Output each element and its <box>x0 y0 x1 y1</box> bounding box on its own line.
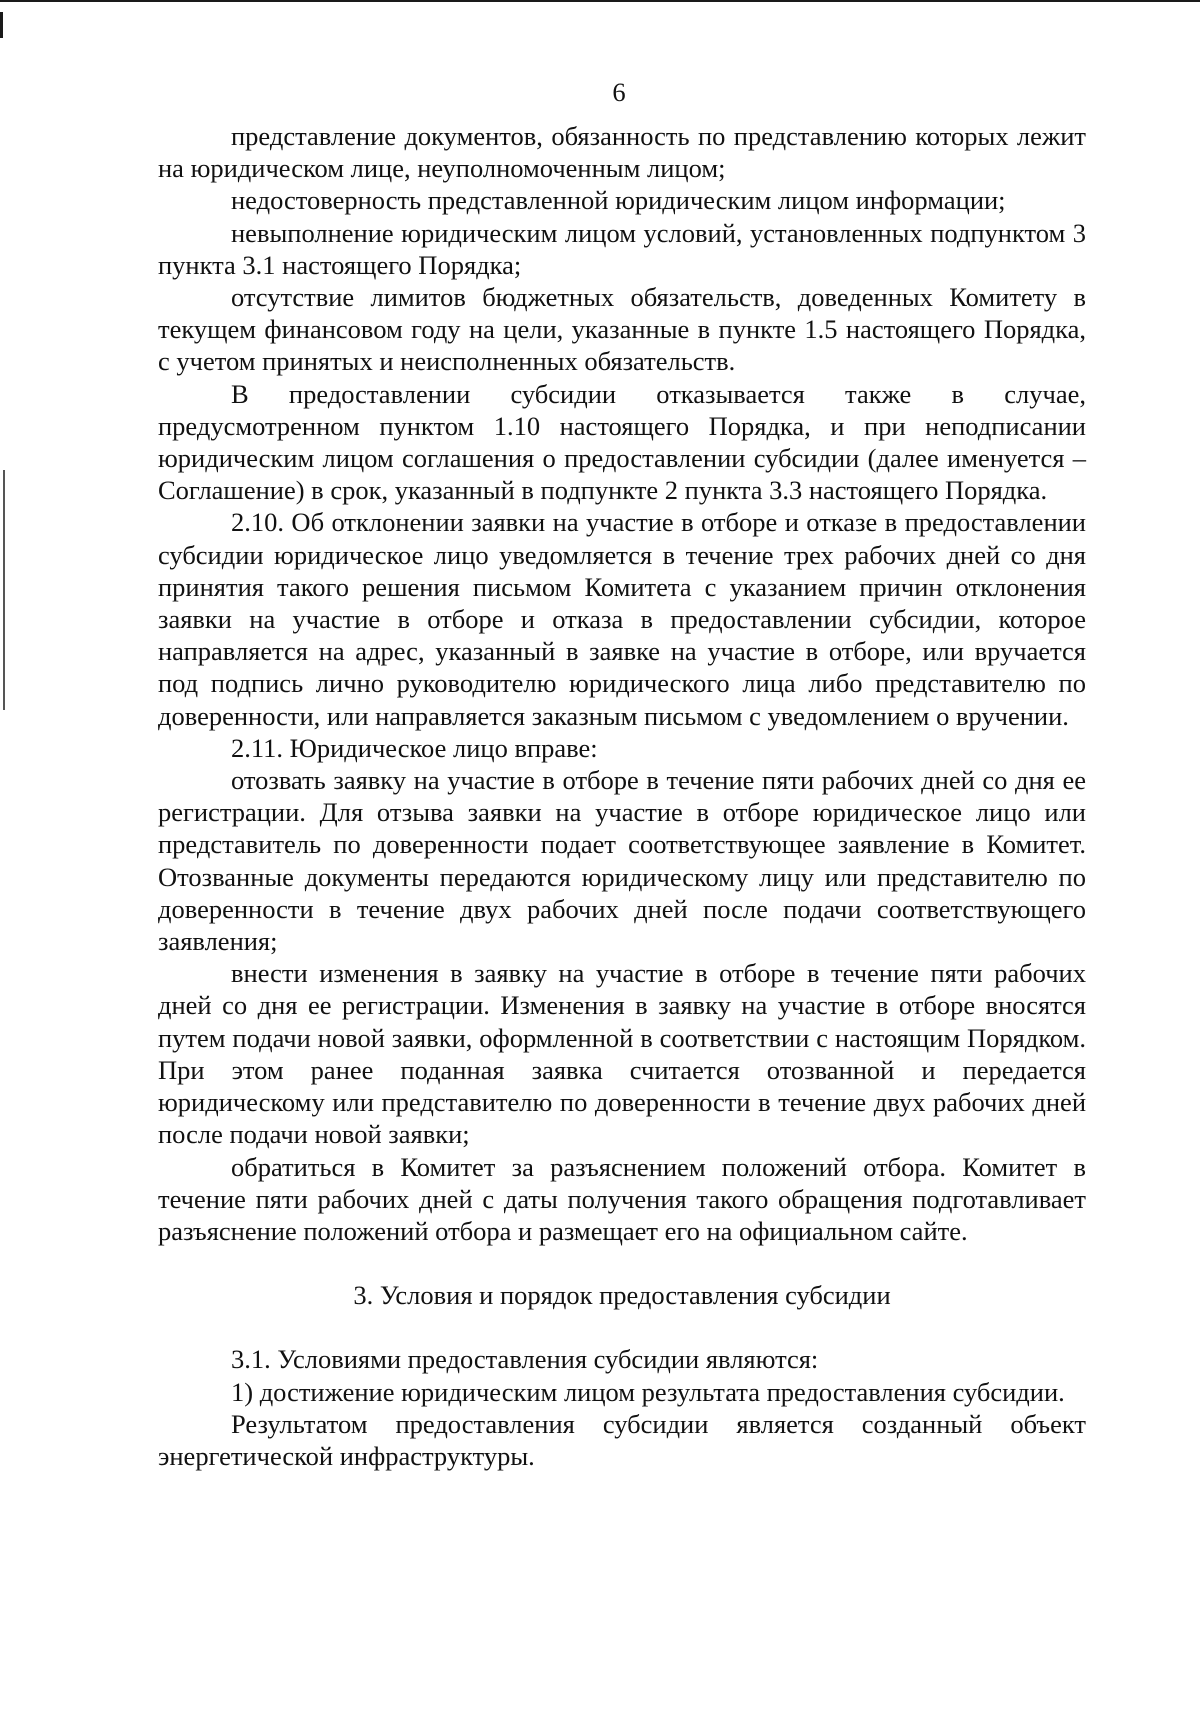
paragraphs-after-heading <box>158 1343 1086 1472</box>
paragraph: отозвать заявку на участие в отборе в течение пяти рабочих дней со дня ее регистрации. Для отзыва заявки на участие в отборе юридическое лицо или представитель по доверенности подает соответствующее заявление в Комитет. Отозванные документы передаются юридическому лицу или представителю по доверенности в течение двух рабочих дней после подачи соответствующего заявления; <box>158 765 1086 957</box>
paragraph-2-11: 2.11. Юридическое лицо вправе: <box>231 732 598 763</box>
paragraph: обратиться в Комитет за разъяснением положений отбора. Комитет в течение пяти рабочих дней с даты получения такого обращения подготавливает разъяснение положений отбора и размещает его на официальном сайте. <box>158 1151 1086 1246</box>
paragraph: В предоставлении субсидии отказывается также в случае, предусмотренном пунктом 1.10 настоящего Порядка, и при неподписании юридическим лицом соглашения о предоставлении субсидии (далее именуется – Соглашение) в срок, указанный в подпункте 2 пункта 3.3 настоящего Порядка. <box>158 378 1086 506</box>
page-number: 6 <box>612 77 626 107</box>
document-page <box>158 76 1086 1472</box>
paragraphs-before-heading <box>158 120 1086 1247</box>
paragraph-3-1: 3.1. Условиями предоставления субсидии являются: <box>231 1344 819 1375</box>
paragraph: недостоверность представленной юридическим лицом информации; <box>231 185 1006 216</box>
paragraph: невыполнение юридическим лицом условий, установленных подпунктом 3 пункта 3.1 настоящего Порядка; <box>158 217 1086 280</box>
scan-margin-line <box>3 470 5 710</box>
paragraph: 1) достижение юридическим лицом результата предоставления субсидии. <box>231 1376 1065 1407</box>
section-heading: 3. Условия и порядок предоставления субсидии <box>353 1280 891 1311</box>
paragraph: внести изменения в заявку на участие в отборе в течение пяти рабочих дней со дня ее регистрации. Изменения в заявку на участие в отборе вносятся путем подачи новой заявки, оформленной в соответствии с настоящим Порядком. При этом ранее поданная заявка считается отозванной и передается юридическому или представителю по доверенности в течение двух рабочих дней после подачи новой заявки; <box>158 958 1086 1150</box>
scan-left-edge-mark <box>0 12 3 38</box>
paragraph-2-10: 2.10. Об отклонении заявки на участие в отборе и отказе в предоставлении субсидии юридическое лицо уведомляется в течение трех рабочих дней со дня принятия такого решения письмом Комитета с указанием причин отклонения заявки на участие в отборе и отказа в предоставлении субсидии, которое направляется на адрес, указанный в заявке на участие в отборе, или вручается под подпись лично руководителю юридического лица либо представителю по доверенности, или направляется заказным письмом с уведомлением о вручении. <box>158 507 1086 731</box>
paragraph: представление документов, обязанность по представлению которых лежит на юридическом лице, неуполномоченным лицом; <box>158 121 1086 184</box>
paragraph: отсутствие лимитов бюджетных обязательств, доведенных Комитету в текущем финансовом году на цели, указанные в пункте 1.5 настоящего Порядка, с учетом принятых и неисполненных обязательств. <box>158 282 1086 377</box>
paragraph: Результатом предоставления субсидии является созданный объект энергетической инфраструктуры. <box>158 1408 1086 1471</box>
scan-top-edge <box>0 0 1200 2</box>
